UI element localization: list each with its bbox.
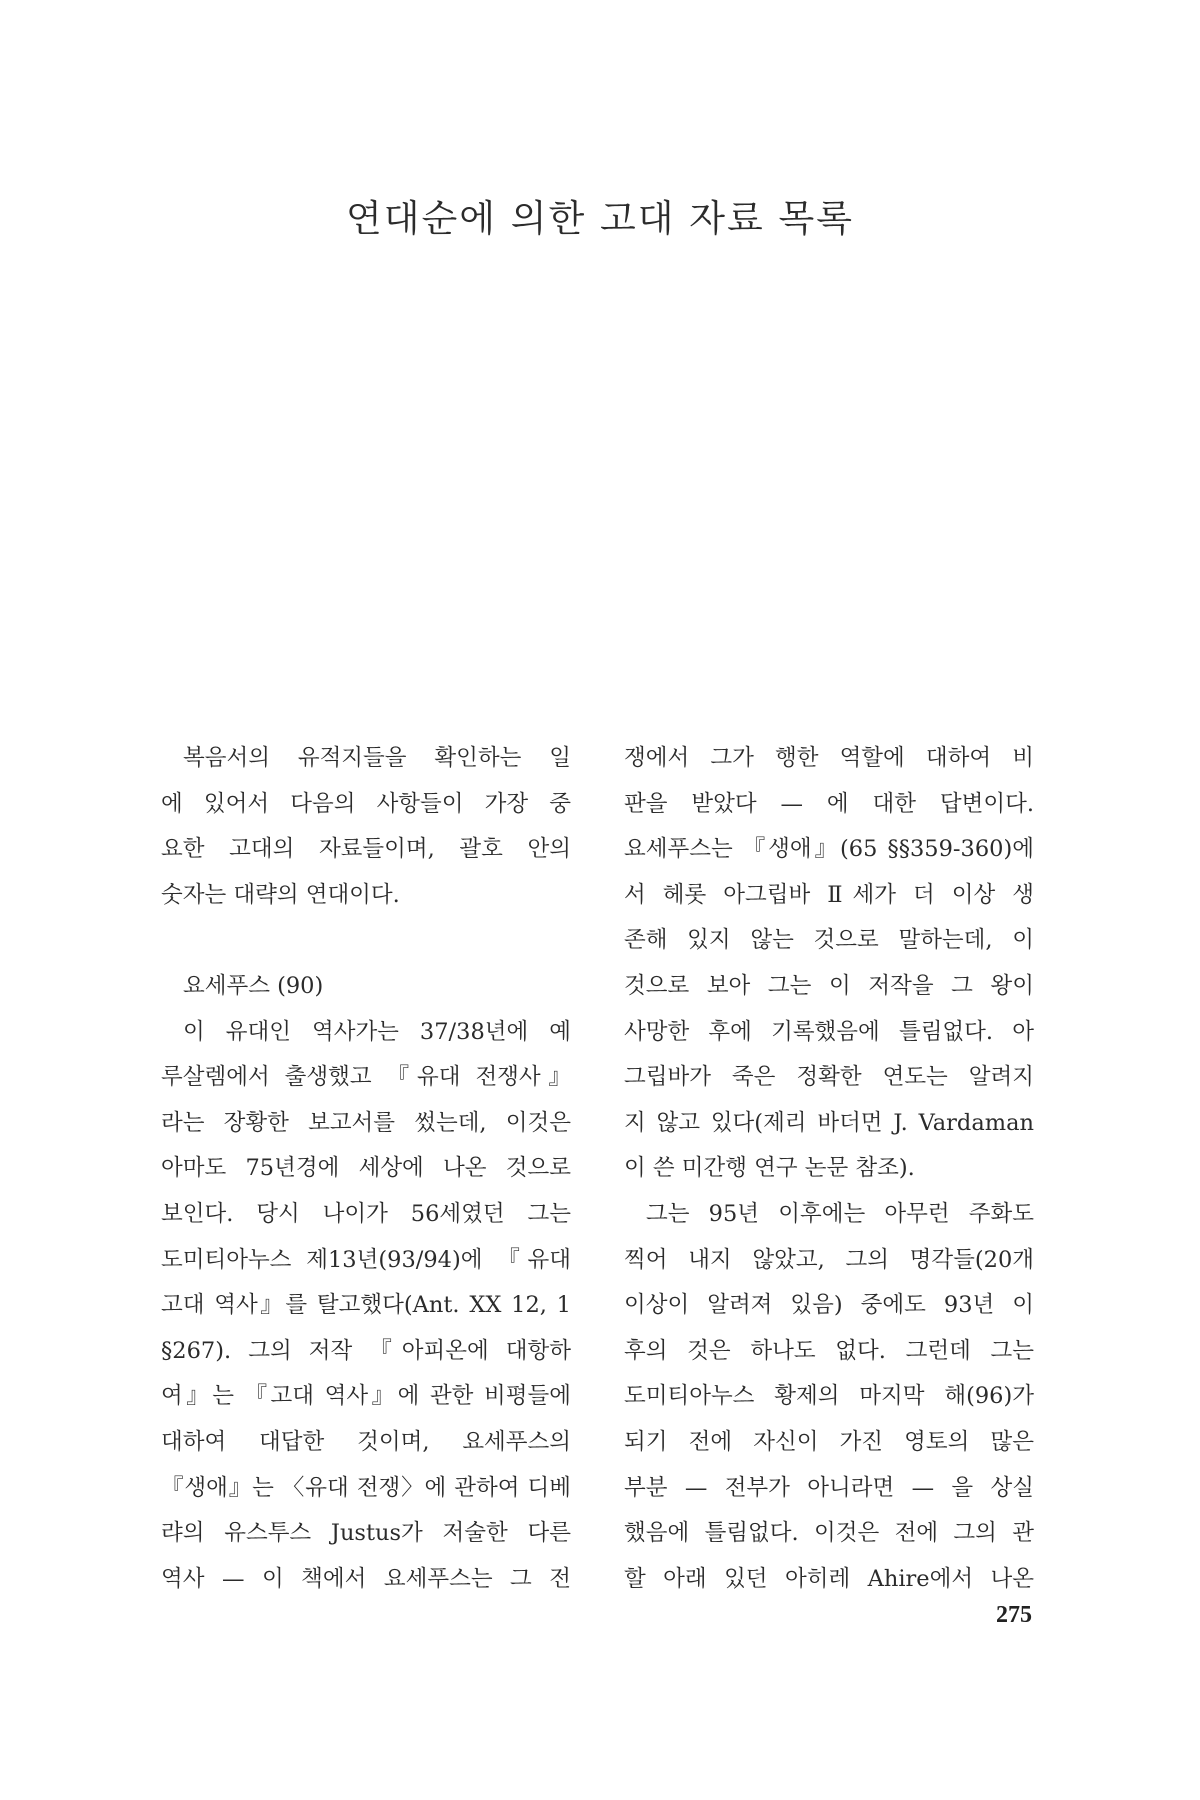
text-line: 부분 — 전부가 아니라면 — 을 상실 — [624, 1474, 1034, 1501]
text-line: 랴의 유스투스 Justus가 저술한 다른 — [161, 1520, 571, 1547]
text-line: 『생애』는 〈유대 전쟁〉에 관하여 디베 — [161, 1474, 571, 1501]
text-line: 복음서의 유적지들을 확인하는 일 — [183, 745, 571, 771]
text-line: 라는 장황한 보고서를 썼는데, 이것은 — [161, 1109, 571, 1136]
text-line: 쟁에서 그가 행한 역할에 대하여 비 — [624, 745, 1034, 771]
text-line: 그립바가 죽은 정확한 연도는 알려지 — [624, 1064, 1034, 1091]
text-line: 도미티아누스 황제의 마지막 해(96)가 — [624, 1383, 1034, 1410]
text-line: 했음에 틀림없다. 이것은 전에 그의 관 — [624, 1520, 1034, 1547]
text-line: 되기 전에 자신이 가진 영토의 많은 — [624, 1428, 1034, 1455]
text-line: 이 유대인 역사가는 37/38년에 예 — [183, 1018, 571, 1045]
text-line: 판을 받았다 — 에 대한 답변이다. — [624, 790, 1034, 817]
text-line: 후의 것은 하나도 없다. 그런데 그는 — [624, 1337, 1034, 1364]
text-line: 숫자는 대략의 연대이다. — [161, 881, 400, 908]
text-line: 지 않고 있다(제리 바더먼 J. Vardaman — [624, 1109, 1034, 1136]
text-line: 사망한 후에 기록했음에 틀림없다. 아 — [624, 1018, 1034, 1045]
text-line: 요세푸스는 『생애』(65 §§359-360)에 — [624, 836, 1034, 863]
text-line: 도미티아누스 제13년(93/94)에 『유대 — [161, 1246, 571, 1273]
text-line: 서 헤롯 아그립바 Ⅱ세가 더 이상 생 — [624, 881, 1034, 908]
text-line: §267). 그의 저작 『아피온에 대항하 — [161, 1337, 571, 1364]
text-line: 요한 고대의 자료들이며, 괄호 안의 — [161, 836, 571, 863]
section-heading: 요세푸스 (90) — [183, 972, 324, 999]
text-line: 보인다. 당시 나이가 56세였던 그는 — [161, 1200, 571, 1227]
text-line: 역사 — 이 책에서 요세푸스는 그 전 — [161, 1565, 571, 1592]
right-column — [624, 736, 1034, 1602]
text-line: 대하여 대답한 것이며, 요세푸스의 — [161, 1428, 571, 1455]
page-number: 275 — [996, 1602, 1032, 1628]
text-line: 이상이 알려져 있음) 중에도 93년 이 — [624, 1292, 1034, 1319]
text-line: 할 아래 있던 아히레 Ahire에서 나온 — [624, 1565, 1034, 1592]
text-line: 찍어 내지 않았고, 그의 명각들(20개 — [624, 1246, 1034, 1273]
text-line: 고대 역사』를 탈고했다(Ant. XX 12, 1 — [161, 1292, 571, 1319]
text-line: 그는 95년 이후에는 아무런 주화도 — [646, 1200, 1034, 1227]
text-line: 아마도 75년경에 세상에 나온 것으로 — [161, 1155, 571, 1182]
page-title: 연대순에 의한 고대 자료 목록 — [346, 197, 854, 240]
text-line: 존해 있지 않는 것으로 말하는데, 이 — [624, 927, 1034, 954]
text-line: 이 쓴 미간행 연구 논문 참조). — [624, 1155, 915, 1182]
text-line: 것으로 보아 그는 이 저작을 그 왕이 — [624, 972, 1034, 999]
text-line: 여』는 『고대 역사』에 관한 비평들에 — [161, 1383, 571, 1410]
text-line: 루살렘에서 출생했고 『유대 전쟁사』 — [161, 1064, 571, 1091]
paragraph-gap — [161, 918, 571, 964]
text-line: 에 있어서 다음의 사항들이 가장 중 — [161, 790, 571, 817]
left-column — [161, 736, 571, 1602]
